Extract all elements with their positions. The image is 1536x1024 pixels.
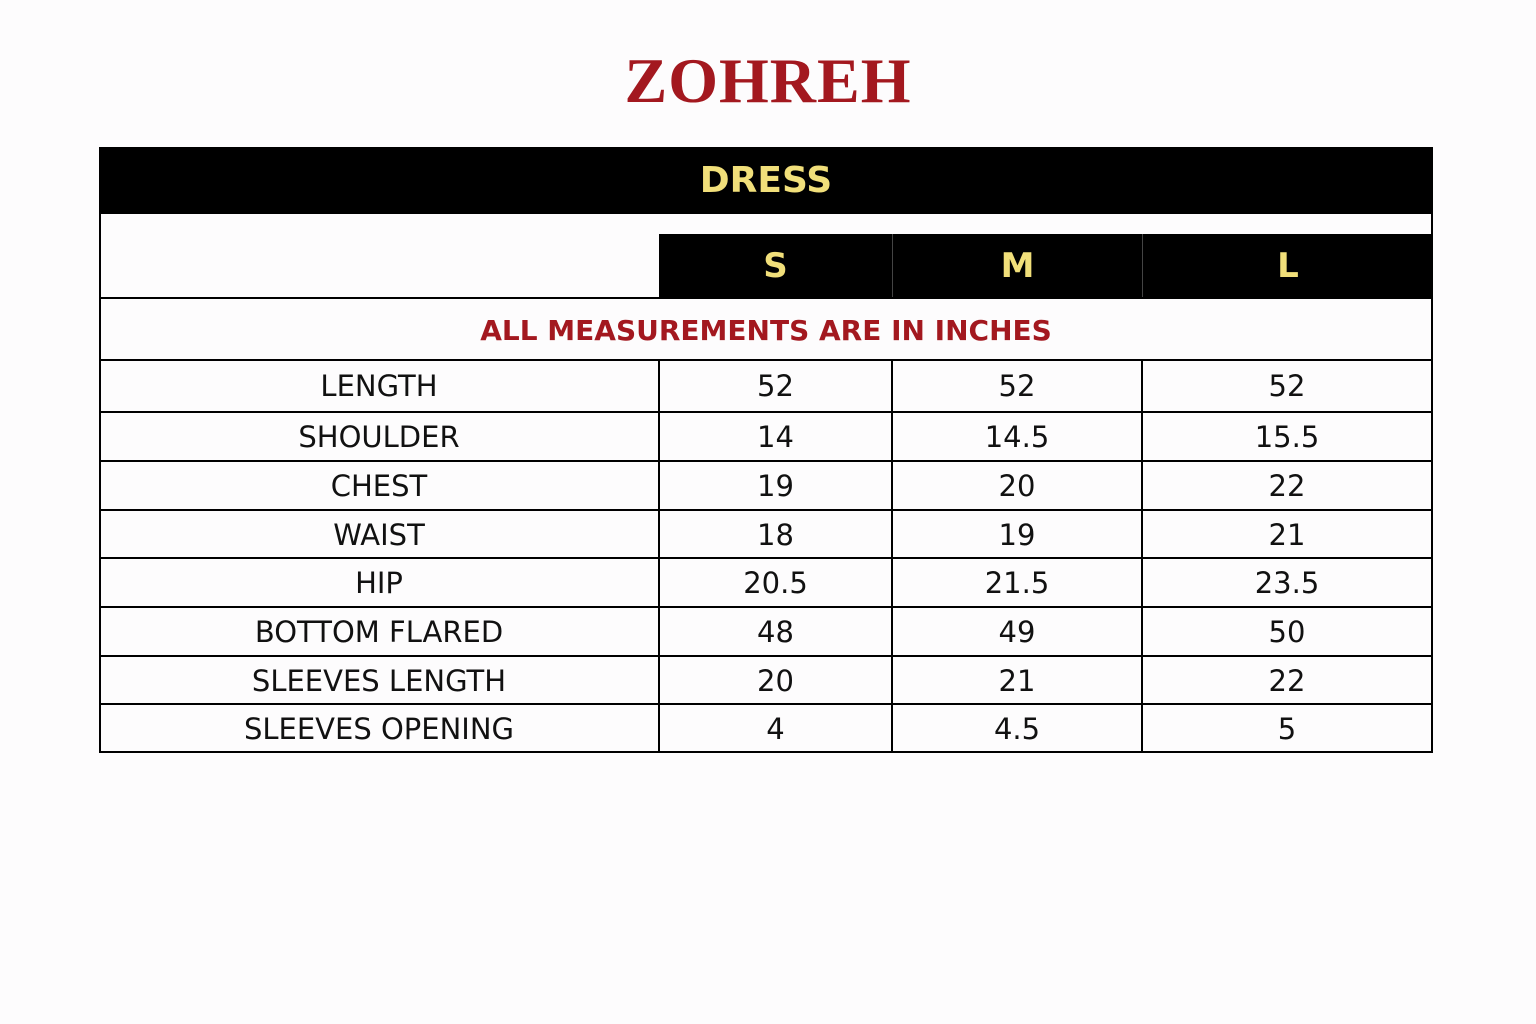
- size-value: 19: [757, 468, 794, 503]
- table-row: [99, 656, 1433, 705]
- size-value: 50: [1268, 614, 1306, 649]
- size-value: 22: [1268, 468, 1306, 503]
- size-value: 15.5: [1254, 419, 1320, 454]
- size-value: 52: [757, 368, 794, 403]
- size-value: 14: [757, 419, 794, 454]
- size-value: 52: [1268, 368, 1306, 403]
- table-row: [99, 704, 1433, 753]
- size-value: 14.5: [984, 419, 1050, 454]
- table-row: [99, 510, 1433, 559]
- size-header-m: M: [893, 234, 1143, 298]
- size-value: 52: [998, 368, 1036, 403]
- size-header-s: S: [659, 234, 893, 298]
- brand-logo: ZOHREH: [624, 45, 912, 116]
- table-title: DRESS: [99, 147, 1433, 214]
- size-value: 5: [1277, 711, 1297, 746]
- table-row: [99, 558, 1433, 607]
- measurement-label: SLEEVES OPENING: [243, 711, 515, 746]
- size-header-l: L: [1143, 234, 1433, 298]
- size-value: 49: [998, 614, 1036, 649]
- table-row: [99, 607, 1433, 656]
- measurement-label: CHEST: [330, 468, 428, 503]
- size-value: 21.5: [984, 565, 1050, 600]
- measurement-label: LENGTH: [320, 368, 438, 403]
- size-value: 18: [757, 517, 794, 552]
- measurement-label: HIP: [355, 565, 403, 600]
- measurement-label: SLEEVES LENGTH: [251, 663, 507, 698]
- size-value: 20.5: [743, 565, 808, 600]
- measurement-label: WAIST: [333, 517, 425, 552]
- units-note: ALL MEASUREMENTS ARE IN INCHES: [480, 313, 1052, 347]
- size-value: 20: [998, 468, 1036, 503]
- table-row: [99, 461, 1433, 510]
- table-row: [99, 361, 1433, 410]
- measurement-label: SHOULDER: [298, 419, 460, 454]
- size-value: 4: [766, 711, 785, 746]
- size-value: 21: [1268, 517, 1306, 552]
- size-value: 4.5: [993, 711, 1041, 746]
- divider: [99, 297, 1433, 299]
- size-value: 48: [757, 614, 794, 649]
- size-value: 21: [998, 663, 1036, 698]
- size-value: 23.5: [1254, 565, 1320, 600]
- measurement-label: BOTTOM FLARED: [254, 614, 504, 649]
- size-value: 19: [998, 517, 1036, 552]
- size-value: 22: [1268, 663, 1306, 698]
- table-row: [99, 412, 1433, 461]
- size-value: 20: [757, 663, 794, 698]
